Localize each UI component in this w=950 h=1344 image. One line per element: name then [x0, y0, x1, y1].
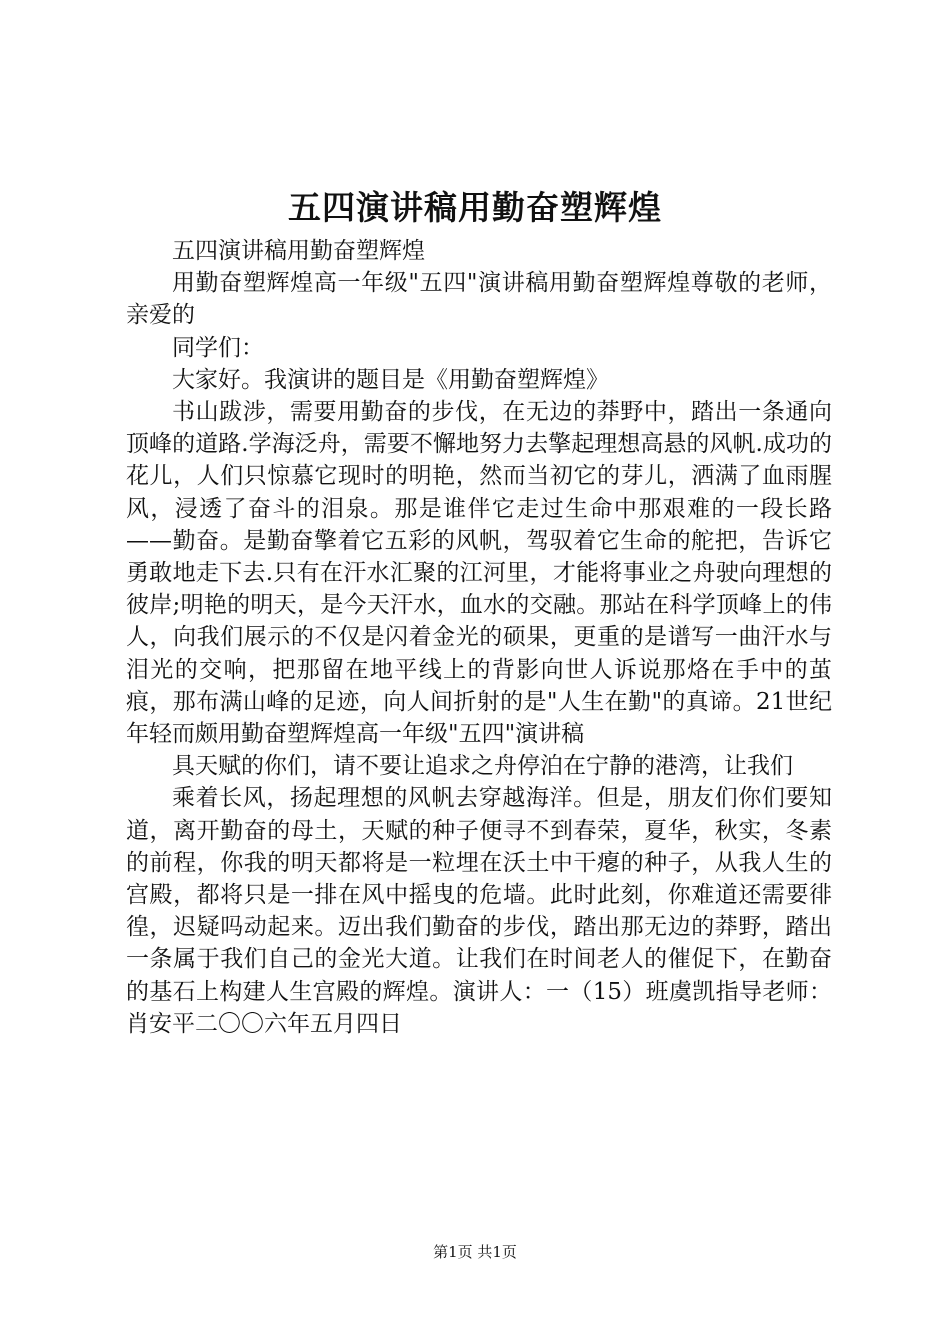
document-title: 五四演讲稿用勤奋塑辉煌 [288, 188, 662, 227]
paragraph-salutation: 同学们： [172, 334, 264, 361]
paragraph-heading: 五四演讲稿用勤奋塑辉煌 [172, 238, 425, 264]
paragraph-closing: 乘着长风，扬起理想的风帆去穿越海洋。但是，朋友们你们要知道，离开勤奋的母土，天赋的种子便寻不到春荣，夏华，秋实，冬素的前程，你我的明天都将是一粒埋在沃土中干瘪的种子，从我人生的宫殿，都将只是一排在风中摇曳的危墙。此时此刻，你难道还需要徘徨，迟疑吗动起来。迈出我们勤奋的步伐，踏出那无边的莽野，踏出一条属于我们自己的金光大道。让我们在时间老人的催促下，在勤奋的基石上构建人生宫殿的辉煌。演讲人：一（15）班虞凯指导老师：肖安平二〇〇六年五月四日 [126, 785, 832, 1037]
paragraph-intro: 用勤奋塑辉煌高一年级"五四"演讲稿用勤奋塑辉煌尊敬的老师，亲爱的 [126, 270, 832, 329]
page-footer: 第1页 共1页 [433, 1243, 517, 1261]
paragraph-main: 书山跋涉，需要用勤奋的步伐，在无边的莽野中，踏出一条通向顶峰的道路.学海泛舟，需要不懈地努力去擎起理想高悬的风帆.成功的花儿，人们只惊慕它现时的明艳，然而当初它的芽儿，洒满了血雨腥风，浸透了奋斗的泪泉。那是谁伴它走过生命中那艰难的一段长路——勤奋。是勤奋擎着它五彩的风帆，驾驭着它生命的舵把，告诉它勇敢地走下去.只有在汗水汇聚的江河里，才能将事业之舟驶向理想的彼岸;明艳的明天，是今天汗水，血水的交融。那站在科学顶峰上的伟人，向我们展示的不仅是闪着金光的硕果，更重的是谱写一曲汗水与泪光的交响，把那留在地平线上的背影向世人诉说那烙在手中的茧痕，那布满山峰的足迹，向人间折射的是"人生在勤"的真谛。21世纪年轻而颇用勤奋塑辉煌高一年级"五四"演讲稿 [126, 399, 832, 748]
paragraph-greeting: 大家好。我演讲的题目是《用勤奋塑辉煌》 [172, 366, 609, 393]
document-body [126, 235, 832, 1040]
paragraph-appeal: 具天赋的你们，请不要让追求之舟停泊在宁静的港湾，让我们 [172, 753, 793, 780]
